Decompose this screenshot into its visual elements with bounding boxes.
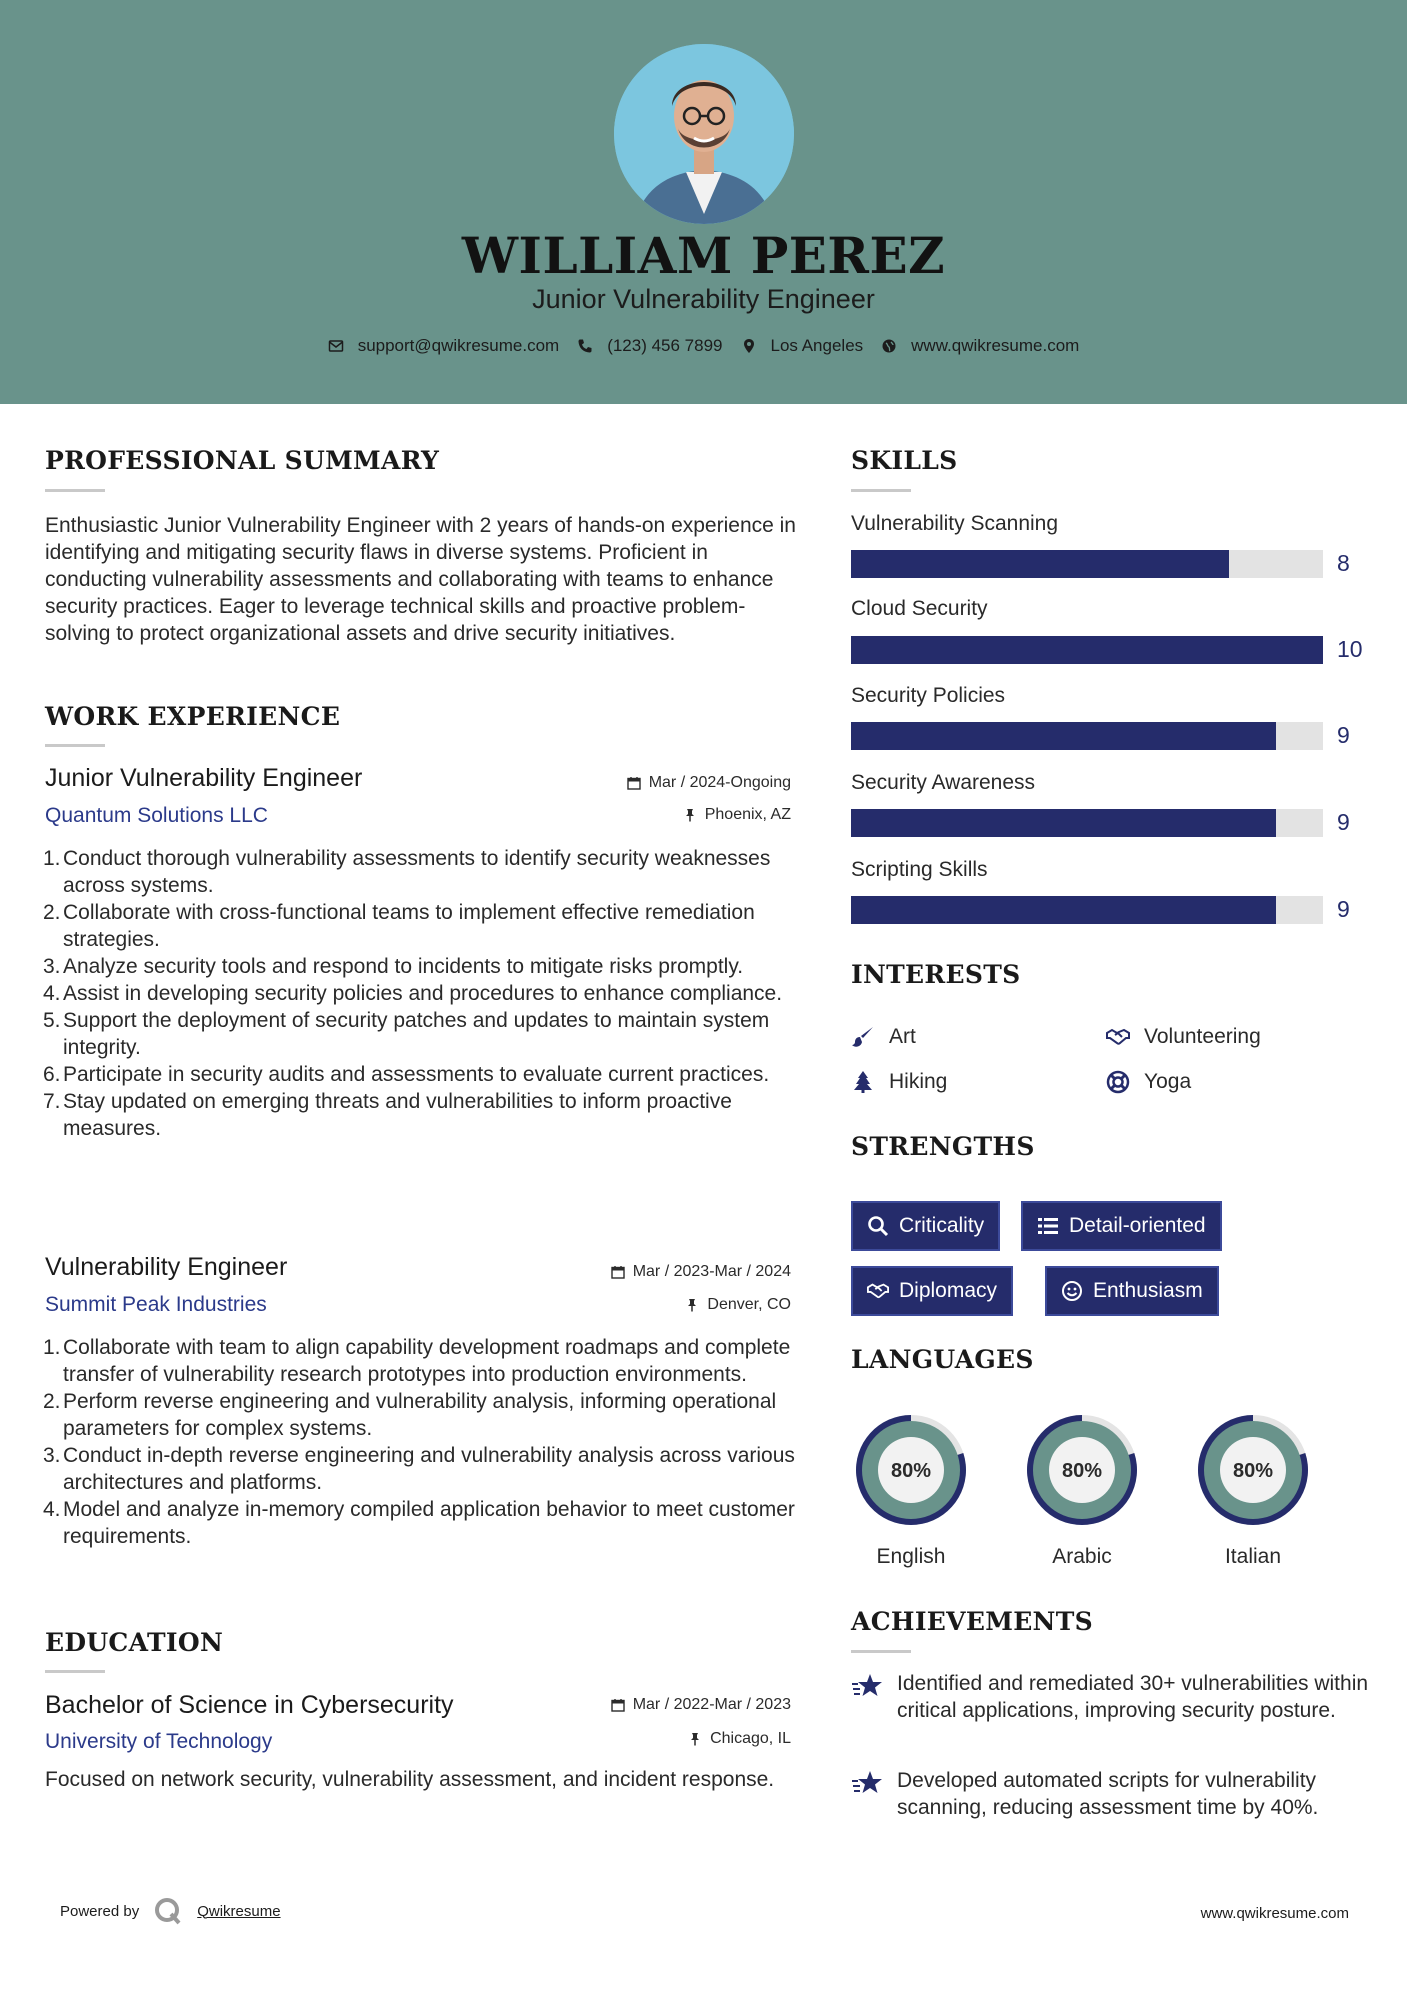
skill-bar-fill: [851, 722, 1276, 750]
skill-bar-fill: [851, 636, 1323, 664]
language-percent: 80%: [1232, 1460, 1274, 1482]
search-icon: [867, 1215, 889, 1237]
skill-name: Security Policies: [851, 684, 1006, 707]
list-item: 2. Perform reverse engineering and vulnerability analysis, informing operational parameters for complex systems.: [43, 1390, 777, 1440]
star-icon: [851, 1672, 883, 1700]
list-item: 5. Support the deployment of security patches and updates to maintain system integrity.: [43, 1009, 770, 1059]
contact-website[interactable]: [881, 336, 1079, 356]
skill-value: 8: [1337, 550, 1350, 576]
skill-bar: [851, 896, 1323, 924]
strengths-heading: STRENGTHS: [851, 1132, 1035, 1161]
job-location: [683, 806, 791, 824]
contact-website-text: www.qwikresume.com: [911, 336, 1080, 355]
smile-icon: [1061, 1280, 1083, 1302]
contact-location: [741, 336, 864, 356]
skill-name: Scripting Skills: [851, 858, 988, 881]
skill-bar-fill: [851, 896, 1276, 924]
strength-tag: [851, 1266, 1013, 1316]
header-banner: [0, 0, 1407, 404]
list-item: 7. Stay updated on emerging threats and vulnerabilities to inform proactive measures.: [43, 1090, 732, 1140]
achievement-text: Developed automated scripts for vulnerability scanning, reducing assessment time by 40%.: [897, 1769, 1319, 1819]
interest-label: Volunteering: [1144, 1025, 1261, 1048]
list-item: 4. Model and analyze in-memory compiled application behavior to meet customer requirements.: [43, 1498, 795, 1548]
education-heading: EDUCATION: [45, 1628, 224, 1657]
job-location-text: Phoenix, AZ: [704, 806, 791, 823]
strength-label: Criticality: [899, 1214, 985, 1237]
job-title: Junior Vulnerability Engineer: [45, 764, 363, 792]
skill-value: 9: [1337, 722, 1350, 748]
skill-bar: [851, 722, 1323, 750]
achievement-item: [851, 1767, 1371, 1821]
skill-bar: [851, 809, 1323, 837]
education-location: [688, 1730, 791, 1748]
job-dates-text: Mar / 2023-Mar / 2024: [632, 1263, 791, 1280]
contact-bar: [0, 336, 1407, 356]
job-dates: [611, 1263, 791, 1281]
interests-heading: INTERESTS: [851, 960, 1021, 989]
achievement-item: [851, 1670, 1371, 1724]
interest-item: [1106, 1025, 1261, 1049]
calendar-icon: [627, 776, 641, 790]
company-name: Quantum Solutions LLC: [45, 804, 268, 827]
interest-label: Yoga: [1144, 1070, 1192, 1093]
language-item: [1192, 1409, 1314, 1569]
job-location-text: Denver, CO: [707, 1296, 791, 1313]
languages-heading: LANGUAGES: [851, 1345, 1034, 1374]
star-icon: [851, 1769, 883, 1797]
skills-divider: [851, 489, 911, 492]
language-progress-ring: [1192, 1409, 1314, 1531]
skill-name: Security Awareness: [851, 771, 1036, 794]
skill-bar: [851, 550, 1323, 578]
tree-icon: [851, 1070, 875, 1094]
calendar-icon: [611, 1698, 625, 1712]
interest-label: Art: [889, 1025, 916, 1048]
education-location-text: Chicago, IL: [710, 1730, 791, 1747]
list-item: 3. Analyze security tools and respond to incidents to mitigate risks promptly.: [43, 955, 744, 978]
language-percent: 80%: [1061, 1460, 1103, 1482]
profile-photo: [614, 44, 794, 224]
school-name: University of Technology: [45, 1730, 273, 1753]
phone-icon: [577, 338, 593, 354]
education-description: Focused on network security, vulnerability assessment, and incident response.: [45, 1768, 775, 1791]
powered-by-label: Powered by: [60, 1902, 140, 1920]
skill-value: 9: [1337, 809, 1350, 835]
interest-item: [851, 1070, 947, 1094]
achievements-divider: [851, 1650, 911, 1653]
pushpin-icon: [683, 808, 697, 822]
qwikresume-logo-icon: [153, 1896, 183, 1926]
job-dates-text: Mar / 2024-Ongoing: [648, 774, 791, 791]
achievements-heading: ACHIEVEMENTS: [851, 1607, 1093, 1636]
skill-bar-fill: [851, 550, 1229, 578]
summary-text: Enthusiastic Junior Vulnerability Engineer with 2 years of hands-on experience in identifying and mitigating security flaws in diverse systems. Proficient in conducting vulnerability assessments and collaborating with teams to enhance security practices. Eager to leverage technical skills and proactive problem-solving to protect organizational assets and drive security initiatives.: [45, 514, 796, 645]
contact-phone-text: (123) 456 7899: [607, 336, 723, 355]
strength-tag: [851, 1201, 1000, 1251]
list-item: 6. Participate in security audits and assessments to evaluate current practices.: [43, 1063, 770, 1086]
language-percent: 80%: [890, 1460, 932, 1482]
contact-email-text: support@qwikresume.com: [357, 336, 560, 355]
strength-label: Enthusiasm: [1093, 1279, 1203, 1302]
map-pin-icon: [741, 338, 757, 354]
footer-website[interactable]: www.qwikresume.com: [1200, 1905, 1349, 1922]
life-ring-icon: [1106, 1070, 1130, 1094]
brand-link[interactable]: Qwikresume: [197, 1902, 281, 1920]
interest-item: [1106, 1070, 1191, 1094]
degree-title: Bachelor of Science in Cybersecurity: [45, 1691, 454, 1719]
strength-label: Detail-oriented: [1069, 1214, 1206, 1237]
skill-value: 9: [1337, 896, 1350, 922]
contact-email[interactable]: [328, 336, 560, 356]
candidate-name: WILLIAM PEREZ: [461, 226, 946, 285]
interest-label: Hiking: [889, 1070, 948, 1093]
list-item: 1. Collaborate with team to align capability development roadmaps and complete transfer of vulnerability research prototypes into production environments.: [43, 1336, 791, 1386]
language-name: English: [876, 1545, 946, 1568]
summary-divider: [45, 489, 105, 492]
skill-bar-fill: [851, 809, 1276, 837]
strength-tag: [1045, 1266, 1219, 1316]
language-item: [850, 1409, 972, 1569]
list-item: 3. Conduct in-depth reverse engineering and vulnerability analysis across various architectures and platforms.: [43, 1444, 795, 1494]
summary-heading: PROFESSIONAL SUMMARY: [45, 446, 440, 475]
strength-label: Diplomacy: [899, 1279, 998, 1302]
strength-tag: [1021, 1201, 1222, 1251]
job-title: Vulnerability Engineer: [45, 1253, 288, 1281]
globe-icon: [881, 338, 897, 354]
candidate-title: Junior Vulnerability Engineer: [532, 284, 875, 314]
list-item: 4. Assist in developing security policies and procedures to enhance compliance.: [43, 982, 783, 1005]
person-portrait-icon: [614, 44, 794, 224]
paintbrush-icon: [851, 1025, 875, 1049]
footer-branding: [60, 1896, 281, 1926]
language-name: Arabic: [1052, 1545, 1112, 1568]
handshake-icon: [1106, 1025, 1130, 1049]
experience-heading: WORK EXPERIENCE: [45, 702, 341, 731]
pushpin-icon: [685, 1298, 699, 1312]
envelope-icon: [328, 338, 344, 354]
language-item: [1021, 1409, 1143, 1569]
handshake-icon: [867, 1280, 889, 1302]
skill-bar: [851, 636, 1323, 664]
list-item: 1. Conduct thorough vulnerability assessments to identify security weaknesses across systems.: [43, 847, 771, 897]
pushpin-icon: [688, 1732, 702, 1746]
skill-name: Vulnerability Scanning: [851, 512, 1059, 535]
education-divider: [45, 1670, 105, 1673]
skill-name: Cloud Security: [851, 597, 988, 620]
job-responsibilities: [45, 845, 797, 1142]
job-location: [685, 1296, 791, 1314]
list-icon: [1037, 1215, 1059, 1237]
interest-item: [851, 1025, 916, 1049]
calendar-icon: [611, 1265, 625, 1279]
company-name: Summit Peak Industries: [45, 1293, 267, 1316]
education-dates-text: Mar / 2022-Mar / 2023: [632, 1696, 791, 1713]
skills-heading: SKILLS: [851, 446, 958, 475]
job-responsibilities: [45, 1334, 797, 1550]
skill-value: 10: [1337, 636, 1363, 662]
language-progress-ring: [1021, 1409, 1143, 1531]
contact-phone[interactable]: [577, 336, 722, 356]
education-dates: [611, 1696, 791, 1714]
experience-divider: [45, 744, 105, 747]
job-dates: [627, 774, 791, 792]
language-progress-ring: [850, 1409, 972, 1531]
list-item: 2. Collaborate with cross-functional teams to implement effective remediation strategies.: [43, 901, 755, 951]
contact-location-text: Los Angeles: [770, 336, 864, 355]
language-name: Italian: [1224, 1545, 1282, 1568]
achievement-text: Identified and remediated 30+ vulnerabilities within critical applications, improving security posture.: [897, 1672, 1369, 1722]
